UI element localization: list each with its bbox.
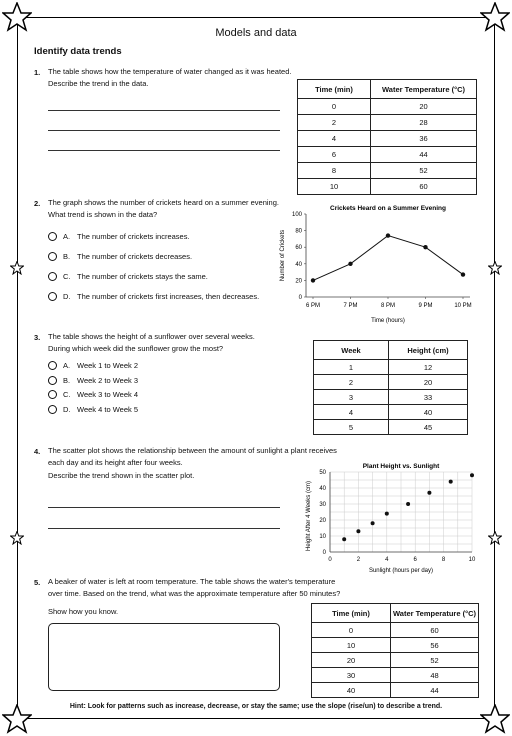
q2-line2: What trend is shown in the data? bbox=[48, 210, 158, 219]
y-axis-label: Height After 4 Weeks (cm) bbox=[306, 481, 312, 551]
table-cell: 28 bbox=[371, 115, 477, 131]
option-letter: A. bbox=[63, 361, 71, 370]
table-cell: 52 bbox=[371, 163, 477, 179]
q5-table bbox=[311, 603, 479, 698]
table-row bbox=[312, 683, 479, 698]
table-cell: 8 bbox=[298, 163, 371, 179]
table-cell: 44 bbox=[391, 683, 479, 698]
table-cell: 45 bbox=[389, 420, 468, 435]
q5-line2: over time. Based on the trend, what was the approximate temperature after 50 minutes? bbox=[48, 589, 341, 598]
x-tick-label: 10 PM bbox=[454, 303, 472, 309]
table-cell: 33 bbox=[389, 390, 468, 405]
option-letter: D. bbox=[63, 404, 71, 414]
data-point bbox=[427, 491, 431, 495]
q3-option[interactable] bbox=[48, 390, 138, 399]
x-tick-label: 10 bbox=[468, 557, 476, 563]
q3-line1: The table shows the height of a sunflower over several weeks. bbox=[48, 332, 255, 341]
q2-option[interactable] bbox=[48, 252, 192, 261]
radio-circle-icon[interactable] bbox=[48, 272, 57, 281]
option-letter: C. bbox=[63, 390, 71, 399]
q3-table-body bbox=[314, 360, 468, 435]
data-point bbox=[449, 480, 453, 484]
side-star-icon bbox=[488, 261, 502, 275]
option-text: Week 3 to Week 4 bbox=[77, 390, 139, 399]
x-tick-label: 9 PM bbox=[418, 303, 433, 309]
q5-number: 5. bbox=[34, 578, 41, 587]
y-tick-label: 80 bbox=[295, 228, 302, 235]
q5-prompt: Show how you know. bbox=[48, 607, 119, 616]
y-tick-label: 30 bbox=[319, 502, 326, 508]
option-letter: B. bbox=[63, 252, 71, 261]
y-tick-label: 40 bbox=[319, 486, 326, 492]
table-cell: 44 bbox=[371, 147, 477, 163]
side-star-icon bbox=[488, 531, 502, 545]
q1-number: 1. bbox=[34, 68, 41, 77]
data-point bbox=[470, 473, 474, 477]
chart-title: Plant Height vs. Sunlight bbox=[362, 463, 440, 470]
table-cell: 2 bbox=[298, 115, 371, 131]
q4-number: 4. bbox=[34, 447, 41, 456]
table-header: Water Temperature (°C) bbox=[371, 80, 477, 99]
option-letter: D. bbox=[63, 292, 71, 301]
table-cell: 2 bbox=[314, 375, 389, 390]
x-tick-label: 4 bbox=[385, 557, 389, 563]
table-cell: 20 bbox=[371, 99, 477, 115]
data-point bbox=[386, 233, 390, 237]
option-letter: C. bbox=[63, 272, 71, 281]
data-point bbox=[406, 502, 410, 506]
y-tick-label: 0 bbox=[322, 550, 326, 556]
y-tick-label: 0 bbox=[298, 295, 302, 301]
y-tick-label: 20 bbox=[295, 278, 302, 285]
y-tick-label: 50 bbox=[319, 470, 326, 476]
q1-answer-line[interactable] bbox=[48, 150, 280, 151]
table-row bbox=[312, 668, 479, 683]
section-heading: Identify data trends bbox=[34, 46, 122, 57]
page-title: Models and data bbox=[215, 27, 297, 39]
x-tick-label: 8 PM bbox=[380, 303, 396, 309]
table-cell: 36 bbox=[371, 131, 477, 147]
q3-line2: During which week did the sunflower grow the most? bbox=[48, 344, 224, 353]
table-row bbox=[314, 420, 468, 435]
table-cell: 1 bbox=[314, 360, 389, 375]
q2-option[interactable] bbox=[48, 292, 259, 301]
q4-line2: each day and its height after four weeks. bbox=[48, 458, 183, 467]
data-point bbox=[348, 262, 352, 266]
side-star-icon bbox=[10, 531, 24, 545]
q3-number: 3. bbox=[34, 333, 41, 342]
option-text: The number of crickets decreases. bbox=[77, 252, 193, 261]
q1-answer-line[interactable] bbox=[48, 130, 280, 131]
table-cell: 30 bbox=[312, 668, 391, 683]
table-row bbox=[312, 623, 479, 638]
q1-table-body bbox=[298, 99, 477, 195]
table-row bbox=[298, 163, 477, 179]
option-text: The number of crickets first increases, then decreases. bbox=[77, 292, 260, 301]
table-row bbox=[298, 147, 477, 163]
radio-circle-icon[interactable] bbox=[48, 376, 57, 385]
data-point bbox=[311, 278, 315, 282]
q4-answer-line[interactable] bbox=[48, 528, 280, 529]
hint-text: Hint: Look for patterns such as increase, decrease, or stay the same; use the slope (rise/un) to describe a trend. bbox=[69, 703, 443, 710]
option-text: Week 2 to Week 3 bbox=[77, 375, 139, 385]
q5-answer-box[interactable] bbox=[48, 623, 280, 691]
q4-answer-line[interactable] bbox=[48, 507, 280, 508]
table-cell: 3 bbox=[314, 390, 389, 405]
x-tick-label: 6 PM bbox=[305, 303, 321, 309]
q2-line1: The graph shows the number of crickets heard on a summer evening. bbox=[48, 198, 279, 207]
table-row bbox=[298, 131, 477, 147]
table-header: Week bbox=[314, 341, 389, 360]
series-line bbox=[313, 236, 463, 281]
radio-circle-icon[interactable] bbox=[48, 405, 57, 414]
radio-circle-icon[interactable] bbox=[48, 361, 57, 370]
x-tick-label: 7 PM bbox=[343, 303, 358, 309]
chart-title: Crickets Heard on a Summer Evening bbox=[330, 205, 446, 212]
table-cell: 60 bbox=[391, 623, 479, 638]
radio-circle-icon[interactable] bbox=[48, 232, 57, 241]
q2-number: 2. bbox=[34, 199, 41, 208]
radio-circle-icon[interactable] bbox=[48, 390, 57, 399]
option-text: Week 4 to Week 5 bbox=[77, 404, 139, 414]
table-row bbox=[314, 360, 468, 375]
q3-option[interactable] bbox=[48, 361, 138, 370]
q2-option[interactable] bbox=[48, 232, 190, 241]
table-cell: 20 bbox=[389, 375, 468, 390]
x-axis-label: Sunlight (hours per day) bbox=[368, 568, 434, 574]
y-tick-label: 10 bbox=[319, 534, 326, 540]
data-point bbox=[385, 512, 389, 516]
table-cell: 40 bbox=[312, 683, 391, 698]
option-letter: A. bbox=[63, 232, 71, 241]
table-cell: 0 bbox=[312, 623, 391, 638]
q1-table bbox=[297, 79, 477, 195]
table-cell: 4 bbox=[298, 131, 371, 147]
q1-text bbox=[48, 66, 291, 90]
q3-table bbox=[313, 340, 468, 435]
table-cell: 4 bbox=[314, 405, 389, 420]
table-row bbox=[314, 405, 468, 420]
data-point bbox=[356, 529, 360, 533]
table-header: Height (cm) bbox=[389, 341, 468, 360]
table-cell: 20 bbox=[312, 653, 391, 668]
table-header: Time (min) bbox=[298, 80, 371, 99]
option-letter: B. bbox=[63, 375, 71, 385]
table-cell: 12 bbox=[389, 360, 468, 375]
option-text: The number of crickets stays the same. bbox=[77, 272, 208, 281]
x-tick-label: 8 bbox=[441, 557, 446, 563]
y-tick-label: 60 bbox=[295, 245, 302, 252]
table-row bbox=[298, 179, 477, 195]
table-header: Time (min) bbox=[312, 604, 391, 623]
y-axis-label: Number of Crickets bbox=[280, 229, 286, 282]
table-cell: 10 bbox=[312, 638, 391, 653]
table-row bbox=[314, 390, 468, 405]
q3-option[interactable] bbox=[48, 376, 138, 385]
table-cell: 5 bbox=[314, 420, 389, 435]
table-row bbox=[312, 638, 479, 653]
q5-text bbox=[48, 576, 340, 600]
y-tick-label: 20 bbox=[319, 518, 326, 524]
side-star-icon bbox=[10, 261, 24, 275]
q3-text bbox=[48, 331, 255, 355]
data-point bbox=[371, 521, 375, 525]
table-cell: 60 bbox=[371, 179, 477, 195]
q4-prompt: Describe the trend shown in the scatter plot. bbox=[48, 471, 195, 480]
q3-option[interactable] bbox=[48, 405, 138, 414]
table-cell: 56 bbox=[391, 638, 479, 653]
q2-text bbox=[48, 197, 279, 221]
table-cell: 48 bbox=[391, 668, 479, 683]
q5-table-body bbox=[312, 623, 479, 698]
q4-line1: The scatter plot shows the relationship between the amount of sunlight a plant receives bbox=[48, 446, 337, 455]
y-tick-label: 100 bbox=[291, 212, 302, 218]
x-axis-label: Time (hours) bbox=[371, 318, 405, 324]
q1-line2: Describe the trend in the data. bbox=[48, 79, 149, 88]
x-tick-label: 6 bbox=[413, 557, 417, 563]
q2-option[interactable] bbox=[48, 272, 208, 281]
q1-answer-line[interactable] bbox=[48, 110, 280, 111]
table-row bbox=[314, 375, 468, 390]
data-point bbox=[461, 272, 465, 276]
table-row bbox=[312, 653, 479, 668]
radio-circle-icon[interactable] bbox=[48, 252, 57, 261]
sunlight-scatter-plot bbox=[290, 458, 485, 578]
data-point bbox=[342, 537, 346, 541]
table-cell: 40 bbox=[389, 405, 468, 420]
option-text: The number of crickets increases. bbox=[77, 232, 190, 241]
table-header: Water Temperature (°C) bbox=[391, 604, 479, 623]
option-text: Week 1 to Week 2 bbox=[77, 361, 139, 370]
data-point bbox=[423, 245, 427, 249]
q1-line1: The table shows how the temperature of water changed as it was heated. bbox=[48, 67, 292, 76]
table-cell: 52 bbox=[391, 653, 479, 668]
table-row bbox=[298, 115, 477, 131]
table-cell: 10 bbox=[298, 179, 371, 195]
crickets-line-chart bbox=[270, 200, 485, 326]
table-cell: 6 bbox=[298, 147, 371, 163]
q5-line1: A beaker of water is left at room temperature. The table shows the water's temperature bbox=[48, 577, 336, 586]
y-tick-label: 40 bbox=[295, 261, 302, 268]
table-cell: 0 bbox=[298, 99, 371, 115]
x-tick-label: 0 bbox=[328, 557, 332, 563]
table-row bbox=[298, 99, 477, 115]
radio-circle-icon[interactable] bbox=[48, 292, 57, 301]
x-tick-label: 2 bbox=[356, 557, 361, 563]
